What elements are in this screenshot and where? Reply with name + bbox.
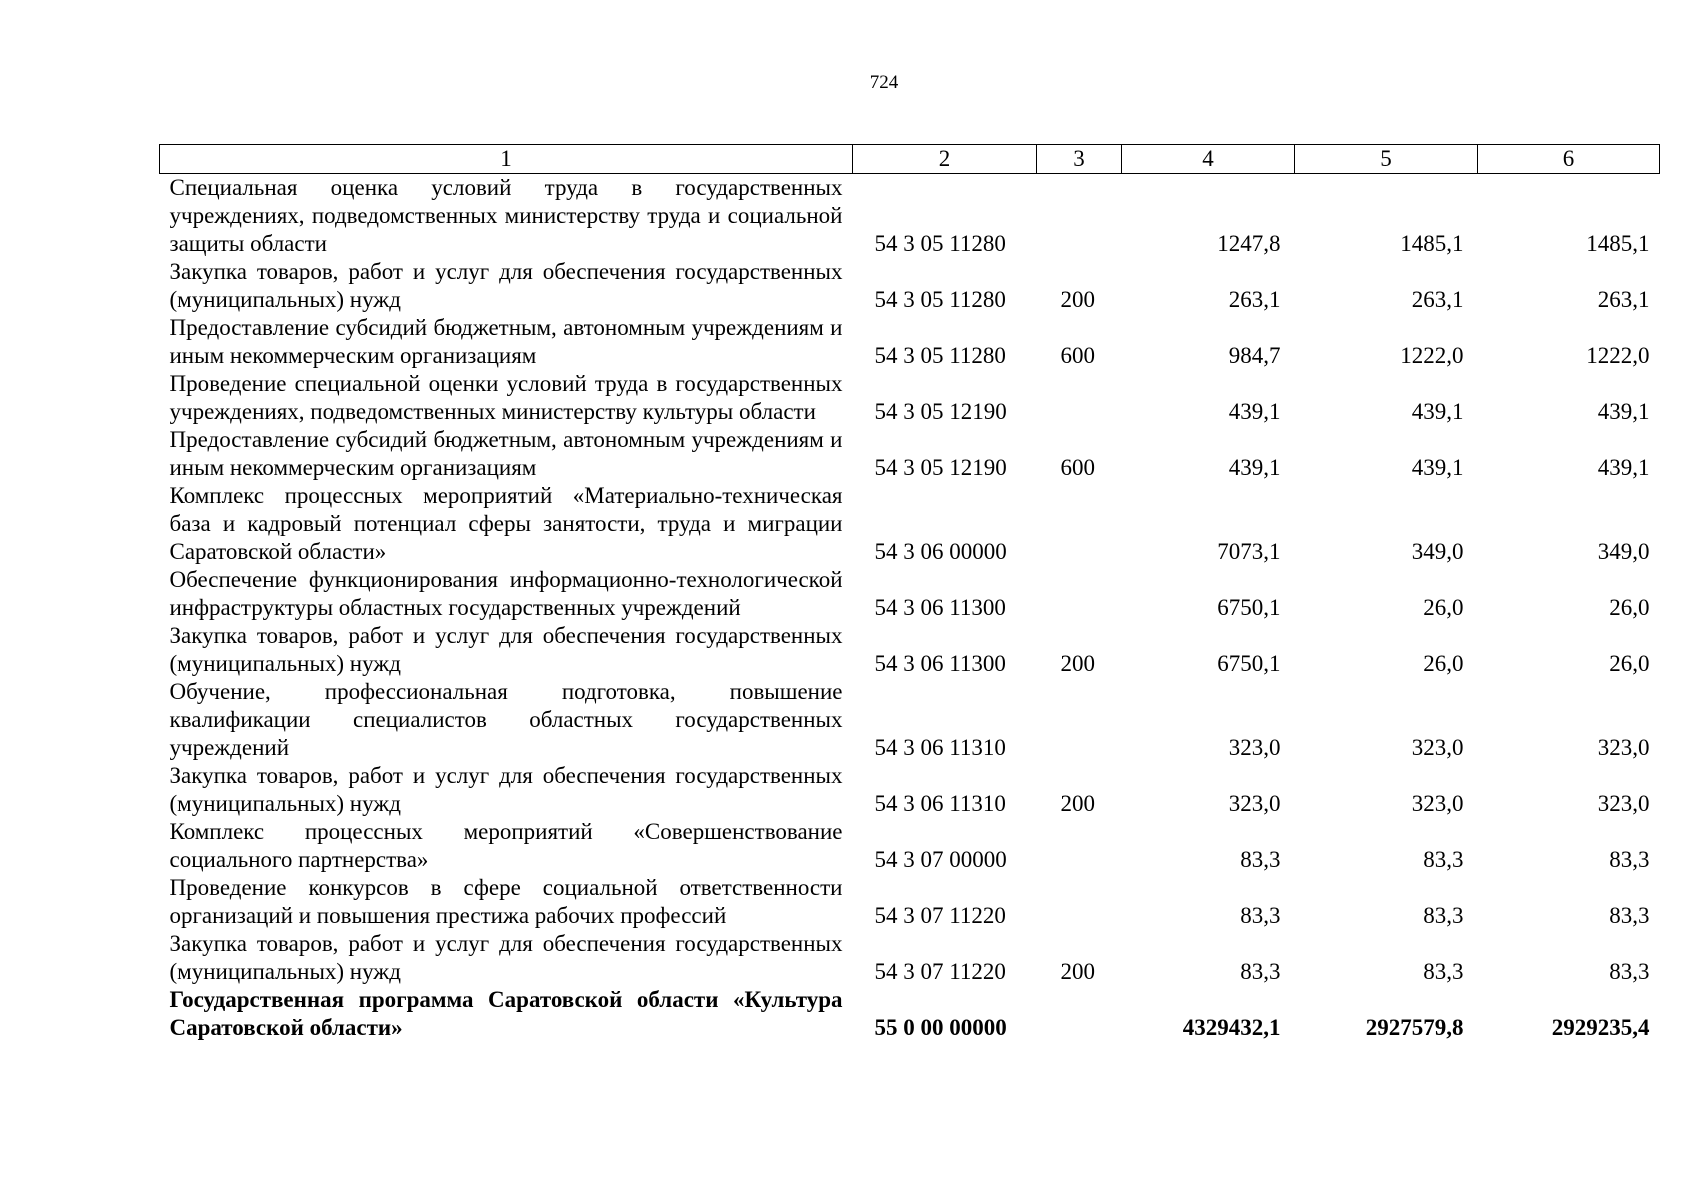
row-code: 54 3 05 12190 [874,399,1007,424]
table-row [160,874,1660,930]
row-value-6: 26,0 [1609,595,1650,620]
row-name: Обеспечение функционирования информационно-технологической инфраструктуры областных государственных учреждений [169,567,843,620]
row-value-5: 263,1 [1411,287,1464,312]
header-row [160,145,1660,174]
row-name: Обучение, профессиональная подготовка, повышение квалификации специалистов областных государственных учреждений [169,679,843,760]
table-row [160,762,1660,818]
row-value-5: 323,0 [1411,791,1464,816]
page-number: 724 [869,72,899,93]
row-name: Проведение конкурсов в сфере социальной ответственности организаций и повышения престижа рабочих профессий [169,875,843,928]
row-value-6: 439,1 [1597,455,1650,480]
row-code: 54 3 05 11280 [874,231,1006,256]
row-value-6: 1222,0 [1586,343,1650,368]
row-value-5: 83,3 [1423,903,1464,928]
table-row [160,314,1660,370]
table-row [160,426,1660,482]
row-name: Комплекс процессных мероприятий «Материально-техническая база и кадровый потенциал сферы занятости, труда и миграции Саратовской области» [169,483,843,564]
row-value-6: 1485,1 [1586,231,1650,256]
row-name: Проведение специальной оценки условий труда в государственных учреждениях, подведомственных министерству культуры области [169,371,843,424]
row-expense-type [1037,818,1122,874]
table-row [160,930,1660,986]
row-code: 54 3 05 12190 [874,455,1007,480]
row-value-4: 323,0 [1228,791,1281,816]
row-value-5: 26,0 [1423,595,1464,620]
row-code: 54 3 05 11280 [874,343,1006,368]
row-value-5: 323,0 [1411,735,1464,760]
row-value-4: 6750,1 [1217,595,1281,620]
row-value-6: 26,0 [1609,651,1650,676]
row-value-6: 263,1 [1597,287,1650,312]
row-name: Специальная оценка условий труда в государственных учреждениях, подведомственных министерству труда и социальной защиты области [169,175,843,256]
row-code: 54 3 06 11300 [874,595,1006,620]
header-col-6: 6 [1478,145,1660,174]
row-expense-type: 600 [1060,455,1095,480]
row-code: 54 3 06 00000 [874,539,1007,564]
row-value-6: 83,3 [1609,959,1650,984]
table-row [160,174,1660,259]
row-code: 54 3 06 11310 [874,735,1006,760]
row-code: 55 0 00 00000 [874,1015,1007,1040]
row-value-4: 323,0 [1228,735,1281,760]
table-row [160,818,1660,874]
row-value-4: 83,3 [1240,903,1281,928]
row-value-5: 2927579,8 [1365,1015,1464,1040]
row-value-4: 439,1 [1228,455,1281,480]
row-value-4: 439,1 [1228,399,1281,424]
row-value-4: 4329432,1 [1182,1015,1281,1040]
row-value-5: 1485,1 [1400,231,1464,256]
table-row [160,258,1660,314]
row-code: 54 3 06 11300 [874,651,1006,676]
table-row [160,482,1660,566]
table-row [160,678,1660,762]
row-expense-type [1037,566,1122,622]
row-name: Закупка товаров, работ и услуг для обеспечения государственных (муниципальных) нужд [169,259,843,312]
row-value-5: 83,3 [1423,847,1464,872]
row-code: 54 3 07 00000 [874,847,1007,872]
row-value-4: 83,3 [1240,959,1281,984]
row-value-4: 7073,1 [1217,539,1281,564]
header-col-4: 4 [1122,145,1295,174]
row-name: Предоставление субсидий бюджетным, автономным учреждениям и иным некоммерческим организациям [169,427,843,480]
table-row [160,622,1660,678]
row-value-4: 83,3 [1240,847,1281,872]
row-value-6: 349,0 [1597,539,1650,564]
row-value-5: 83,3 [1423,959,1464,984]
row-code: 54 3 06 11310 [874,791,1006,816]
row-expense-type: 600 [1060,343,1095,368]
row-expense-type: 200 [1060,287,1095,312]
row-expense-type [1037,986,1122,1042]
budget-table [159,144,1660,1042]
row-value-5: 349,0 [1411,539,1464,564]
row-name: Комплекс процессных мероприятий «Совершенствование социального партнерства» [169,819,843,872]
row-expense-type [1037,482,1122,566]
header-col-2: 2 [853,145,1037,174]
row-expense-type [1037,370,1122,426]
row-value-5: 439,1 [1411,399,1464,424]
table-row [160,566,1660,622]
row-value-6: 83,3 [1609,903,1650,928]
row-value-4: 6750,1 [1217,651,1281,676]
row-value-6: 323,0 [1597,735,1650,760]
row-name: Предоставление субсидий бюджетным, автономным учреждениям и иным некоммерческим организациям [169,315,843,368]
row-value-4: 984,7 [1228,343,1281,368]
header-col-1: 1 [160,145,853,174]
row-expense-type: 200 [1060,791,1095,816]
row-value-6: 2929235,4 [1551,1015,1650,1040]
row-expense-type: 200 [1060,959,1095,984]
row-name: Закупка товаров, работ и услуг для обеспечения государственных (муниципальных) нужд [169,931,843,984]
row-expense-type [1037,174,1122,259]
row-name: Государственная программа Саратовской области «Культура Саратовской области» [169,987,843,1040]
row-value-6: 323,0 [1597,791,1650,816]
row-value-5: 26,0 [1423,651,1464,676]
table-row-program-total [160,986,1660,1042]
row-expense-type: 200 [1060,651,1095,676]
header-col-5: 5 [1295,145,1478,174]
row-code: 54 3 07 11220 [874,903,1006,928]
row-value-6: 83,3 [1609,847,1650,872]
row-expense-type [1037,874,1122,930]
row-value-5: 1222,0 [1400,343,1464,368]
row-value-4: 1247,8 [1217,231,1281,256]
row-code: 54 3 07 11220 [874,959,1006,984]
table-row [160,370,1660,426]
row-expense-type [1037,678,1122,762]
row-value-5: 439,1 [1411,455,1464,480]
row-code: 54 3 05 11280 [874,287,1006,312]
row-name: Закупка товаров, работ и услуг для обеспечения государственных (муниципальных) нужд [169,623,843,676]
header-col-3: 3 [1037,145,1122,174]
row-name: Закупка товаров, работ и услуг для обеспечения государственных (муниципальных) нужд [169,763,843,816]
row-value-6: 439,1 [1597,399,1650,424]
row-value-4: 263,1 [1228,287,1281,312]
